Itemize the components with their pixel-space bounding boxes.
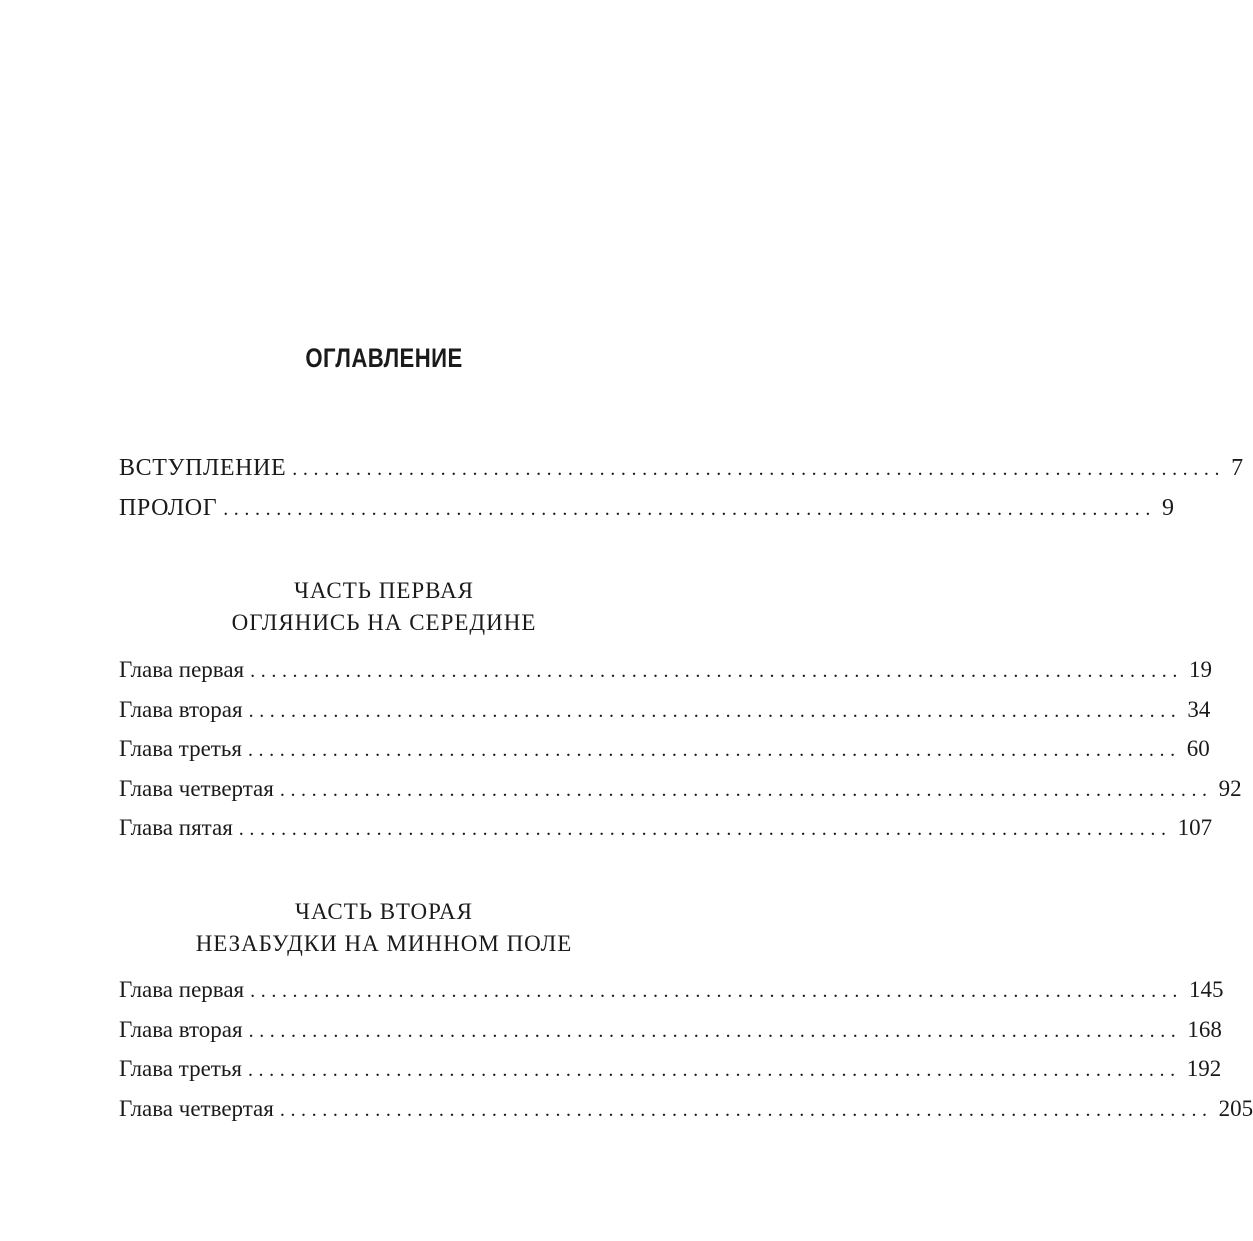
dot-leader: ........................................................................................ — [248, 699, 1182, 722]
toc-entry-label: Глава четвертая — [119, 775, 274, 801]
toc-entry-label: ВСТУПЛЕНИЕ — [119, 455, 287, 481]
toc-entry-label: Глава вторая — [119, 1016, 243, 1042]
toc-entry-page: 107 — [1177, 815, 1213, 840]
dot-leader: ........................................................................................ — [279, 1098, 1213, 1121]
toc-entry[interactable] — [119, 1089, 1253, 1129]
part-one-label: ЧАСТЬ ПЕРВАЯ — [293, 578, 475, 603]
dot-leader: ........................................................................................ — [250, 660, 1183, 682]
toc-entry-introduction[interactable] — [119, 448, 1244, 488]
toc-entry-label: Глава первая — [119, 977, 245, 1002]
dot-leader: ........................................................................................ — [250, 980, 1183, 1002]
toc-entry-page: 34 — [1187, 696, 1211, 722]
toc-entry[interactable] — [119, 1010, 1222, 1050]
front-matter-list — [119, 448, 1244, 528]
toc-entry-label: Глава третья — [119, 1056, 242, 1081]
toc-entry-page: 205 — [1218, 1095, 1253, 1121]
toc-entry-page: 19 — [1188, 657, 1212, 682]
part-two-title: НЕЗАБУДКИ НА МИННОМ ПОЛЕ — [195, 931, 573, 956]
toc-entry-page: 7 — [1231, 455, 1244, 481]
toc-entry-label: Глава вторая — [119, 696, 243, 722]
toc-entry-page: 168 — [1187, 1016, 1222, 1042]
toc-entry[interactable] — [119, 1049, 1222, 1089]
part-two-label: ЧАСТЬ ВТОРАЯ — [295, 899, 473, 924]
toc-entry-label: Глава первая — [119, 657, 245, 682]
toc-entry[interactable] — [119, 690, 1211, 730]
toc-entry-label: Глава третья — [119, 736, 242, 761]
dot-leader: ........................................................................................ — [247, 1059, 1181, 1081]
toc-entry[interactable] — [119, 650, 1212, 690]
dot-leader: ........................................................................................ — [279, 778, 1213, 801]
part-two-chapter-list — [119, 970, 1253, 1128]
dot-leader: ........................................................................................ — [292, 458, 1226, 480]
toc-entry-page: 145 — [1188, 977, 1224, 1002]
toc-entry-label: ПРОЛОГ — [119, 495, 218, 521]
toc-entry-label: Глава пятая — [119, 815, 233, 840]
toc-entry-label: Глава четвертая — [119, 1095, 274, 1121]
toc-entry-page: 60 — [1186, 736, 1210, 761]
toc-entry[interactable] — [119, 769, 1242, 809]
toc-entry[interactable] — [119, 729, 1210, 769]
dot-leader: ........................................................................................ — [247, 739, 1181, 761]
part-one-title: ОГЛЯНИСЬ НА СЕРЕДИНЕ — [231, 610, 537, 635]
toc-entry-page: 92 — [1218, 775, 1242, 801]
toc-entry[interactable] — [119, 970, 1224, 1010]
toc-entry[interactable] — [119, 808, 1213, 848]
dot-leader: ........................................................................................ — [238, 818, 1172, 840]
toc-entry-page: 192 — [1186, 1056, 1222, 1081]
dot-leader: ........................................................................................ — [223, 498, 1157, 520]
dot-leader: ........................................................................................ — [248, 1019, 1182, 1042]
toc-title: ОГЛАВЛЕНИЕ — [305, 343, 463, 373]
part-one-chapter-list — [119, 650, 1242, 848]
toc-entry-prologue[interactable] — [119, 488, 1175, 528]
toc-entry-page: 9 — [1162, 495, 1175, 521]
